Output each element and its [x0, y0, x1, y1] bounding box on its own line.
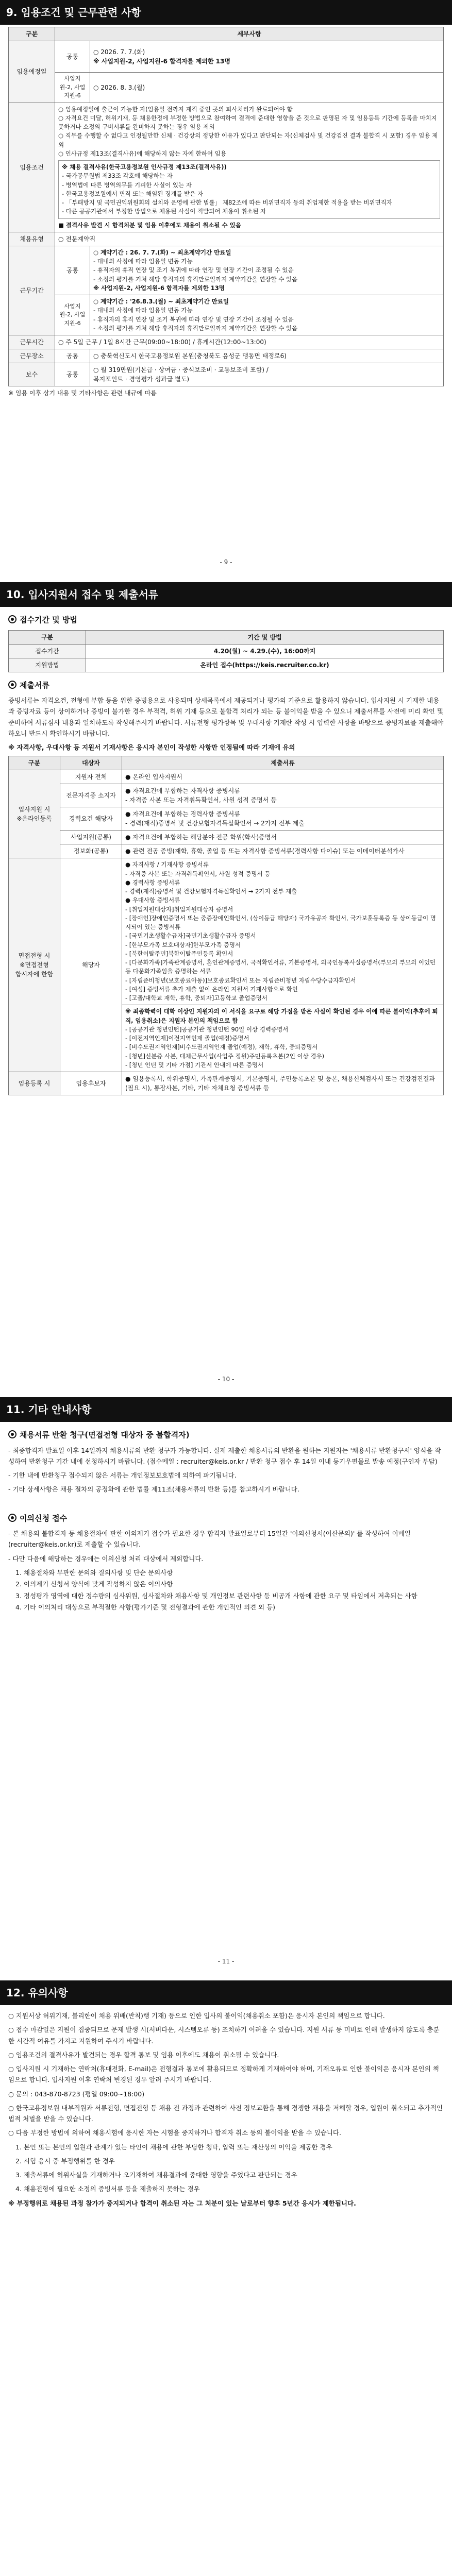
doc-item: - [비수도권지역인재]비수도권지역인재 졸업(예정), 재학, 휴학, 중퇴증명서 [125, 1043, 318, 1051]
time-label: 근무시간 [9, 335, 55, 349]
cond-final: ■ 결격사유 발견 시 합격처분 및 임용 이후에도 채용이 취소될 수 있음 [58, 221, 241, 229]
notice-sub-item: 2. 시험 응시 중 부정행위를 한 경우 [15, 2157, 115, 2165]
doc-target: 경력요건 해당자 [60, 807, 122, 831]
list-item: 1. 채용절차와 무관한 문의와 질의사항 및 단순 문의사항 [15, 1568, 173, 1577]
doc-group-register: 임용등록 시 [9, 1072, 60, 1095]
work-pub-line: - 휴직자의 휴직 연장 및 조기 복귀에 따라 연장 및 연장 기간이 조정될 수 있음 [93, 266, 294, 274]
appoint-pub-note: ※ 사업지원-2, 사업지원-6 합격자를 제외한 13명 [93, 58, 230, 65]
doc-item: - [공공기관 청년인턴]공공기관 청년인턴 90일 이상 경력증명서 [125, 1025, 289, 1033]
doc-item: - [북한이탈주민]북한이탈주민등록 확인서 [125, 950, 233, 957]
appoint-sp-label: 사업지원-2, 사업지원-6 [55, 73, 90, 103]
notice-warning: ※ 부정행위로 채용된 과정 참가가 중지되거나 합격이 취소된 자는 그 처분이 있는 날로부터 향후 5년간 응시가 제한됩니다. [8, 2199, 356, 2207]
doc-target: 사업지원(공통) [60, 831, 122, 844]
period-subtitle: 접수기간 및 방법 [20, 615, 77, 624]
place-label: 근무장소 [9, 349, 55, 363]
section-11-title: 11. 기타 안내사항 [0, 1397, 452, 1422]
doc-item: ● 자격사항 / 기재사항 증빙서류 [125, 861, 209, 869]
notice-item: ○ 한국고용정보원 내부직원과 서류전형, 면접전형 등 채용 전 과정과 관련하여 사전 정보교환을 통해 경쟁한 채용을 저해할 경우, 입원이 취소되고 추가적인 법적 처벌을 받을 수 있습니다. [8, 2104, 443, 2123]
cond-star-line: - 한국고용정보원에서 면직 또는 해임된 징계를 받은 자 [62, 190, 204, 197]
place-text: ○ 충북혁신도시 한국고용정보원 본원(충청북도 음성군 맹동면 태정로6) [90, 349, 444, 363]
documents-table [8, 756, 444, 1095]
doc-item: ● 자격요건에 부합하는 자격사항 증빙서류 [125, 787, 240, 795]
cond-line: ○ 직무를 수행할 수 없다고 인정될만한 신체 · 건강상의 정당한 이유가 있다고 판단되는 자(신체검사 및 건강검진 결과 불합격 시 포함) 경우 임용 제외 [58, 132, 438, 148]
doc-item: - [이전지역인재]이전지역인재 졸업(예정)증명서 [125, 1035, 249, 1042]
objection-exclusion-list [15, 1567, 444, 1614]
objection-intro: - 다만 다음에 해당하는 경우에는 이의신청 처리 대상에서 제외합니다. [8, 1554, 204, 1563]
cond-line: ○ 임용예정일에 출근이 가능한 자(임용일 전까지 재직 중인 곳의 퇴사처리가 완료되어야 함 [58, 105, 293, 113]
hire-text: ○ 전문계약직 [55, 232, 444, 246]
work-sp-line: - 대내외 사정에 따라 임용일 변동 가능 [93, 307, 193, 314]
cond-star-line: - 국가공무원법 제33조 각호에 해당하는 자 [62, 172, 173, 180]
page-9 [0, 0, 452, 398]
notice-item: ○ 접수 마감일은 지원이 집중되므로 문제 발생 시(서버다운, 시스템오류 등) 조치하기 어려울 수 있습니다. 지원 서류 등 미비로 인해 발생하지 않도록 충분한 시간적 여유를 가지고 지원하여 주시기 바랍니다. [8, 2026, 440, 2045]
page-11 [0, 1397, 452, 1614]
doc-item: - 자격증 사본 또는 자격취득확인서, 사원 성적 증명서 등 [125, 796, 277, 804]
appoint-sp-text: ○ 2026. 8. 3.(월) [90, 73, 444, 103]
cond-line: ○ 인사규정 제13조(결격사유)에 해당하지 않는 자에 한하여 임용 [58, 149, 226, 157]
documents-subtitle: 제출서류 [20, 680, 49, 690]
work-sp-label: 사업지원-2, 사업지원-6 [55, 295, 90, 335]
work-conditions-table [8, 27, 444, 386]
col-header-category: 구분 [9, 27, 55, 41]
doc-target: 임용후보자 [60, 1072, 122, 1095]
doc-item: ● 관련 전공 증빙(재학, 휴학, 졸업 등 또는 자격사항 증빙서류(경력사항 다이슈) 또는 이데이터분석가사 [125, 848, 405, 855]
pay-label: 보수 [9, 363, 55, 386]
doc-group-apply: 입사지원 시 ※온라인등록 [9, 770, 60, 858]
place-sub: 공통 [55, 349, 90, 363]
notice-item: ○ 문의 : 043-870-8723 (평일 09:00~18:00) [8, 2090, 145, 2098]
doc-target: 정보화(공통) [60, 844, 122, 858]
doc-item: ● 우대사항 증빙서류 [125, 896, 180, 904]
cond-star-line: - 병역법에 따른 병역의무를 기피한 사실이 있는 자 [62, 181, 192, 189]
page-number: - 10 - [217, 1376, 235, 1383]
method-value: 온라인 접수(https://keis.recruiter.co.kr) [86, 658, 444, 672]
doc-item: ● 자격요건에 부합하는 경력사항 증빙서류 [125, 810, 240, 818]
appoint-pub-label: 공통 [55, 41, 90, 73]
period-table [8, 630, 444, 672]
list-item: 2. 이의제기 신청서 양식에 맞게 작성하지 않은 이의사항 [15, 1580, 173, 1588]
list-item: 3. 정성평가 영역에 대한 정수량의 심사위원, 심사절차와 채용사항 및 개인정보 관련사항 등 비공개 사항에 관한 요구 및 타임에서 저촉되는 사항 [15, 1591, 417, 1600]
doc-item: - 경력(재직)증명서 및 건강보험자격득실확인서 → 2가지 전부 제출 [125, 888, 297, 895]
cond-star-line: - 다른 공공기관에서 부정한 방법으로 채용된 사실이 적발되어 채용이 취소된 자 [62, 208, 266, 215]
doc-item: - [한부모가족 보호대상자]한부모가족 증명서 [125, 941, 241, 948]
notice-sub-item: 1. 본인 또는 본인의 입원과 관계가 있는 타인이 채용에 관한 부당한 청탁, 압력 또는 재산상의 이익을 제공한 경우 [15, 2143, 332, 2151]
doc-item: - [국민기초생활수급자]국민기초생활수급자 증명서 [125, 932, 256, 940]
section-12-title: 12. 유의사항 [0, 1980, 452, 2005]
page-10 [0, 582, 452, 1095]
section-10-title: 10. 입사지원서 접수 및 제출서류 [0, 582, 452, 607]
circle-bullet-icon [8, 681, 16, 689]
section-9-title: 9. 임용조건 및 근무관련 사항 [0, 0, 452, 25]
doc-item: - [청년]신분증 사본, 대체근무사업(사업주 정원)주민등록초본(2인 이상 경우) [125, 1052, 325, 1060]
doc-item: ● 자격요건에 부합하는 해당분야 전공 학위(학사)증명서 [125, 834, 277, 841]
period-label: 접수기간 [9, 644, 86, 658]
col-header: 구분 [9, 756, 60, 770]
hire-label: 채용유형 [9, 232, 55, 246]
work-pub-line: ○ 계약기간 : 26. 7. 7.(화) ~ 최초계약기간 만료일 [93, 248, 231, 256]
doc-target: 해당자 [60, 858, 122, 1072]
doc-item: ● 임용등록서, 학위증명서, 가족관계증명서, 기본증명서, 주민등록초본 및 등본, 채용신체검사서 또는 건강검진결과(필요 시), 통장사본, 기타, 기타 자체요청 증빙서류 등 [125, 1075, 435, 1092]
doc-item: - [장애인]장애인증명서 또는 중증장애인확인서, (상이등급 해당자) 국가유공자 확인서, 국가보훈등록증 등 상이등급이 명시되어 있는 증빙서류 [125, 914, 436, 930]
doc-item: - [자립준비청년(보호종료아동)]보호종료확인서 또는 자립준비청년 자립수당수급자확인서 [125, 976, 356, 984]
doc-item: - 경력(재직)증명서 및 건강보험자격득실확인서 → 2가지 전부 제출 [125, 820, 305, 827]
doc-item: - [고졸/대학교 재학, 휴학, 중퇴자]고등학교 졸업증명서 [125, 994, 267, 1002]
circle-bullet-icon [8, 615, 16, 623]
notice-item: ○ 임용조건의 결격사유가 발견되는 경우 합격 통보 및 임용 이후에도 채용이 취소될 수 있습니다. [8, 2050, 279, 2059]
doc-item: ● 경력사항 증빙서류 [125, 878, 180, 886]
work-label: 근무기간 [9, 246, 55, 335]
section-9-footnote: ※ 임용 이후 상기 내용 및 기타사항은 관련 내규에 따름 [8, 389, 157, 397]
appoint-label: 임용예정일 [9, 41, 55, 103]
doc-item: - [다문화가족]가족관계증명서, 혼인관계증명서, 국적확인서류, 기본증명서, 외국인등록사실증명서(부모의 부모의 이었던 등 다문화가족임을 증명하는 서류 [125, 959, 436, 975]
return-line: - 기타 상세사항은 채용 절차의 공정화에 관한 법률 제11조(채용서류의 반환 등)를 참고하시기 바랍니다. [8, 1485, 299, 1494]
doc-item: ● 온라인 입사지원서 [125, 773, 182, 781]
work-sp-line: - 휴직자의 휴직 연장 및 조기 복귀에 따라 연장 및 연장 기간이 조정될 수 있음 [93, 315, 294, 323]
documents-intro: 증빙서류는 자격요건, 전형에 부합 등을 위한 증빙용으로 사용되며 상세목록에서 제공되거나 평가의 기준으로 활용하지 않습니다. 입사지원 시 기재한 내용과 증빙자료 등이 상이하거나 증빙이 불가한 경우 부적격, 허위 기재 등으로 불합격 처리가 되는 등 불이익을 받을 수 있으니 제출서류를 사전에 미리 확인 및 준비하여 서류심사 내용과 일치하도록 작성해주시기 바랍니다. 서류전형 평가항목 및 우대사항 기재란 작성 시 입력한 사항을 바탕으로 증빙자료를 제출해야 하오니 반드시 확인하시기 바랍니다. [8, 697, 444, 737]
work-pub-line: - 대내외 사정에 따라 임용일 변동 가능 [93, 258, 193, 265]
notice-item: ○ 입사지원 시 기재하는 연락처(휴대전화, E-mail)은 전형결과 통보에 활용되므로 정확하게 기재하여야 하며, 기재오류로 인한 불이익은 응시자 본인의 책임으로 합니다. 입사지원 이후 연락처 변경된 경우 알려 주시기 바랍니다. [8, 2065, 439, 2084]
doc-item: - [청년 인턴 및 기타 가점] 기관서 안내에 따른 증명서 [125, 1061, 264, 1069]
doc-item: - [여성] 증빙서류 추가 제출 없이 온라인 지원서 기재사항으로 확인 [125, 985, 298, 993]
cond-star-line: - 「부패방지 및 국민권익위원회의 설치와 운영에 관한 법률」 제82조에 따른 비위면직자 등의 취업제한 적용을 받는 비위면직자 [62, 199, 392, 206]
return-line: - 최종합격자 발표일 이후 14일까지 채용서류의 반환 청구가 가능합니다. 실제 제출한 채용서류의 반환을 원하는 지원자는 '채용서류 반환청구서' 양식을 작성하여 반환청구 기간 내에 선청하시기 바랍니다. (접수메일 : recruiter@keis.or.kr / 반환 청구 접수 후 14일 이내 등기우편물로 발송 예정(구인자 부담) [8, 1446, 441, 1465]
doc-target: 전문자격증 소지자 [60, 784, 122, 807]
return-line: - 기한 내에 반환청구 접수되지 않은 서류는 개인정보보호법에 의하여 파기됩니다. [8, 1471, 237, 1479]
objection-subtitle: 이의신청 접수 [20, 1513, 68, 1523]
pay-sub: 공통 [55, 363, 90, 386]
page-number: - 11 - [217, 1958, 235, 1965]
period-value: 4.20(월) ~ 4.29.(수), 16:00까지 [86, 644, 444, 658]
work-sp-line: ○ 계약기간 : '26.8.3.(월) ~ 최초계약기간 만료일 [93, 298, 229, 305]
doc-item: ※ 최종학력이 대학 이상인 지원자의 이 서식을 요구로 해당 가점을 받은 사실이 확인된 경우 이에 따른 불이익(추후에 퇴직, 임용취소)은 지원자 본인의 책임으로 함 [125, 1008, 438, 1024]
objection-intro: - 본 채용의 불합격자 등 채용절차에 관한 이의제기 접수가 필요한 경우 합격자 발표일로부터 15일간 '이의신청서(이산문의)' 를 작성하여 이메일(recruiter@keis.or.kr)로 제출할 수 있습니다. [8, 1530, 411, 1549]
circle-bullet-icon [8, 1430, 16, 1438]
notice-sub-item: 4. 채용전형에 필요한 소정의 증빙서류 등을 제출하지 못하는 경우 [15, 2185, 200, 2193]
doc-item: - [취업지원대상자]취업지원대상자 증명서 [125, 905, 233, 913]
cond-line: ○ 자격요건 미달, 허위기재, 등 채용한정에 부정한 방법으로 참여하여 결격에 준대한 영향을 준 것으로 판명된 자 및 임용등록 기간에 등록을 마치지 못하거나 소정의 구비서류를 완비하지 못하는 경우 임용 제외 [58, 114, 437, 130]
col-header: 대상자 [60, 756, 122, 770]
work-sp-line: - 소정의 평가를 거쳐 해당 휴직자의 휴직만료일까지 계약기간을 연장할 수 있음 [93, 324, 298, 332]
cond-star-title: ※ 채용 결격사유(한국고용정보원 인사규정 제13조(결격사유)) [62, 163, 227, 171]
work-pub-label: 공통 [55, 246, 90, 295]
circle-bullet-icon [8, 1514, 16, 1522]
cond-label: 임용조건 [9, 103, 55, 232]
notice-item: ○ 다음 부정한 방법에 의하여 채용시험에 응시한 자는 시험을 중지하거나 합격자 취소 등의 불이익을 받을 수 있습니다. [8, 2129, 341, 2137]
doc-target: 지원자 전체 [60, 770, 122, 784]
work-pub-note: ※ 사업지원-2, 사업지원-6 합격자를 제외한 13명 [93, 284, 225, 292]
method-label: 지원방법 [9, 658, 86, 672]
pay-line: ○ 월 319만원(기본급 · 상여금 · 중식보조비 · 교통보조비 포함) / [93, 366, 269, 374]
col-header: 구분 [9, 630, 86, 644]
col-header: 제출서류 [122, 756, 444, 770]
col-header-detail: 세부사항 [55, 27, 444, 41]
list-item: 4. 기타 이의처리 대상으로 부적절한 사항(평가기준 및 전형결과에 관한 개인적인 의견 외 등) [15, 1603, 276, 1612]
time-text: ○ 주 5일 근무 / 1일 8시간 근무(09:00~18:00) / 휴게시간(12:00~13:00) [55, 335, 444, 349]
return-subtitle: 채용서류 반환 청구(면접전형 대상자 중 불합격자) [20, 1430, 190, 1439]
work-pub-line: - 소정의 평가를 거쳐 해당 휴직자의 휴직만료일까지 계약기간을 연장할 수 있음 [93, 275, 298, 283]
pay-line: 복지포인트 · 경영평가 성과급 별도) [93, 376, 190, 383]
documents-intro-note: ※ 자격사항, 우대사항 등 지원서 기재사항은 응시자 본인이 작성한 사항만 인정됨에 따라 기재에 유의 [8, 743, 295, 751]
notice-item: ○ 지원서상 허위기재, 불리한이 채용 위배(반칙)행 기재) 등으로 인한 입사의 불이익(채용취소 포함)은 응시자 본인의 책임으로 합니다. [8, 2012, 385, 2020]
col-header: 기간 및 방법 [86, 630, 444, 644]
appoint-pub-text: ○ 2026. 7. 7.(화) [93, 48, 145, 56]
doc-group-interview: 면접전형 시 ※면접전형 합시자에 한함 [9, 858, 60, 1072]
notice-sub-item: 3. 제출서류에 허위사실을 기재하거나 오기재하여 채용결과에 중대한 영향을 주었다고 판단되는 경우 [15, 2171, 297, 2179]
page-12 [0, 1980, 452, 2212]
doc-item: - 자격증 사본 또는 자격취득확인서, 사원 성적 증명서 등 [125, 870, 271, 877]
page-number: - 9 - [220, 558, 232, 566]
